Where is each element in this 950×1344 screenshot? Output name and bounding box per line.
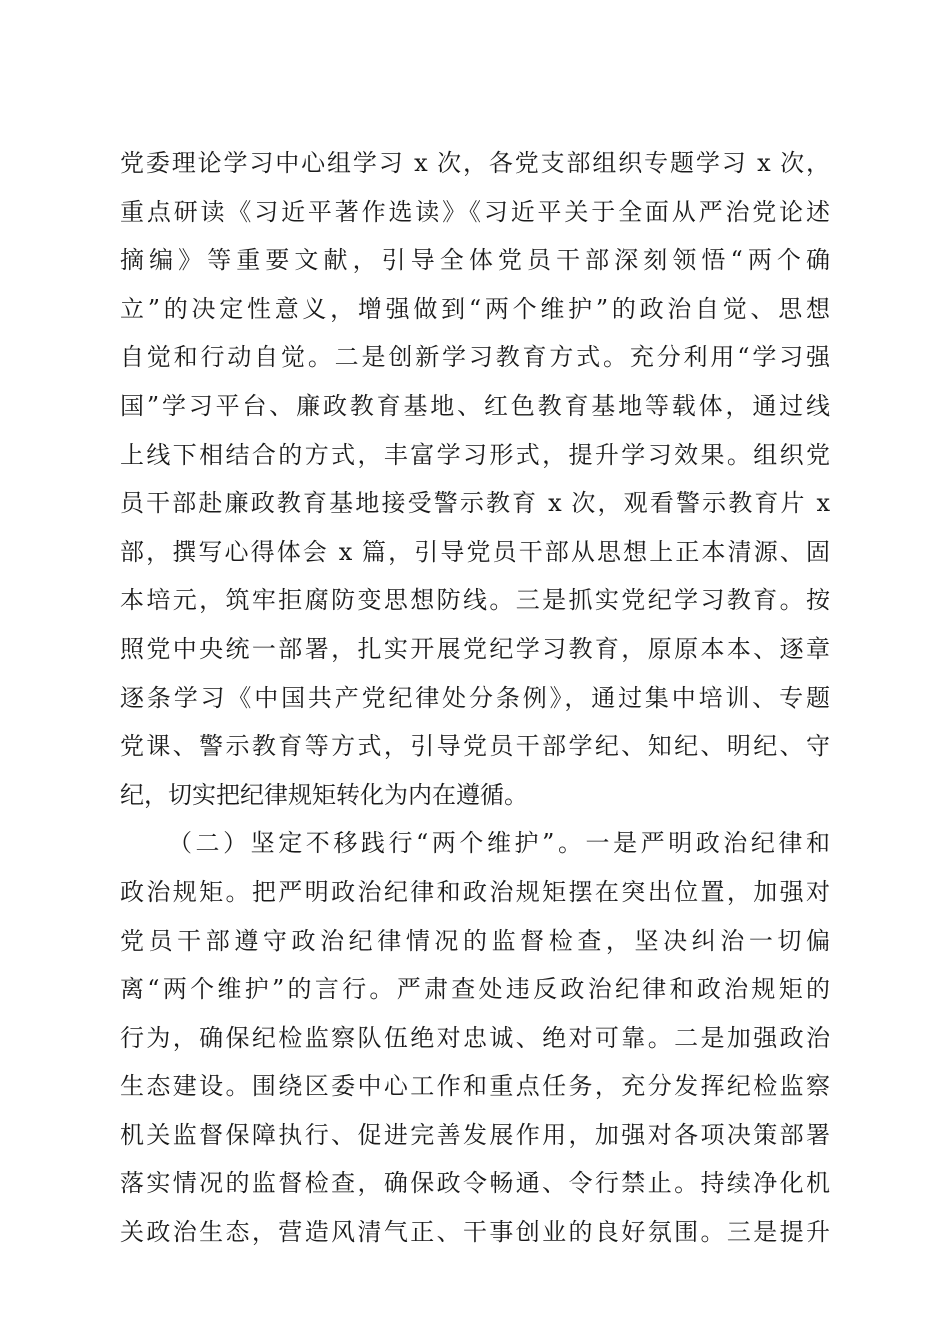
document-body (120, 139, 830, 1257)
paragraph-2-line-2: 政治规矩。把严明政治纪律和政治规矩摆在突出位置，加强对 (120, 877, 830, 906)
paragraph-1-line-4: 立”的决定性意义，增强做到“两个维护”的政治自觉、思想 (120, 294, 830, 323)
paragraph-1-line-6: 国”学习平台、廉政教育基地、红色教育基地等载体，通过线 (120, 391, 830, 420)
paragraph-2-line-7: 机关监督保障执行、促进完善发展作用，加强对各项决策部署 (120, 1120, 830, 1149)
paragraph-1-line-10: 本培元，筑牢拒腐防变思想防线。三是抓实党纪学习教育。按 (120, 586, 830, 615)
paragraph-2-line-1: （二）坚定不移践行“两个维护”。一是严明政治纪律和 (168, 829, 830, 858)
paragraph-2-line-9: 关政治生态，营造风清气正、干事创业的良好氛围。三是提升 (120, 1218, 830, 1247)
paragraph-1-line-3: 摘编》等重要文献，引导全体党员干部深刻领悟“两个确 (120, 246, 830, 275)
paragraph-2-line-6: 生态建设。围绕区委中心工作和重点任务，充分发挥纪检监察 (120, 1072, 830, 1101)
paragraph-1-line-2: 重点研读《习近平著作选读》《习近平关于全面从严治党论述 (120, 197, 830, 226)
paragraph-2-line-5: 行为，确保纪检监察队伍绝对忠诚、绝对可靠。二是加强政治 (120, 1023, 830, 1052)
paragraph-1-line-1: 党委理论学习中心组学习 x 次，各党支部组织专题学习 x 次， (120, 149, 830, 177)
paragraph-1-line-13: 党课、警示教育等方式，引导党员干部学纪、知纪、明纪、守 (120, 732, 830, 761)
paragraph-1-line-14: 纪，切实把纪律规矩转化为内在遵循。 (120, 780, 528, 809)
paragraph-1-line-11: 照党中央统一部署，扎实开展党纪学习教育，原原本本、逐章 (120, 634, 830, 663)
paragraph-1-line-9: 部，撰写心得体会 x 篇，引导党员干部从思想上正本清源、固 (120, 537, 830, 566)
paragraph-2-line-8: 落实情况的监督检查，确保政令畅通、令行禁止。持续净化机 (120, 1169, 830, 1198)
paragraph-2-line-4: 离“两个维护”的言行。严肃查处违反政治纪律和政治规矩的 (120, 975, 830, 1004)
paragraph-2-line-3: 党员干部遵守政治纪律情况的监督检查，坚决纠治一切偏 (120, 926, 830, 955)
paragraph-1-line-12: 逐条学习《中国共产党纪律处分条例》，通过集中培训、专题 (120, 683, 830, 712)
paragraph-1-line-5: 自觉和行动自觉。二是创新学习教育方式。充分利用“学习强 (120, 343, 830, 372)
paragraph-1-line-7: 上线下相结合的方式，丰富学习形式，提升学习效果。组织党 (120, 440, 830, 469)
paragraph-1-line-8: 员干部赴廉政教育基地接受警示教育 x 次，观看警示教育片 x (120, 489, 830, 518)
